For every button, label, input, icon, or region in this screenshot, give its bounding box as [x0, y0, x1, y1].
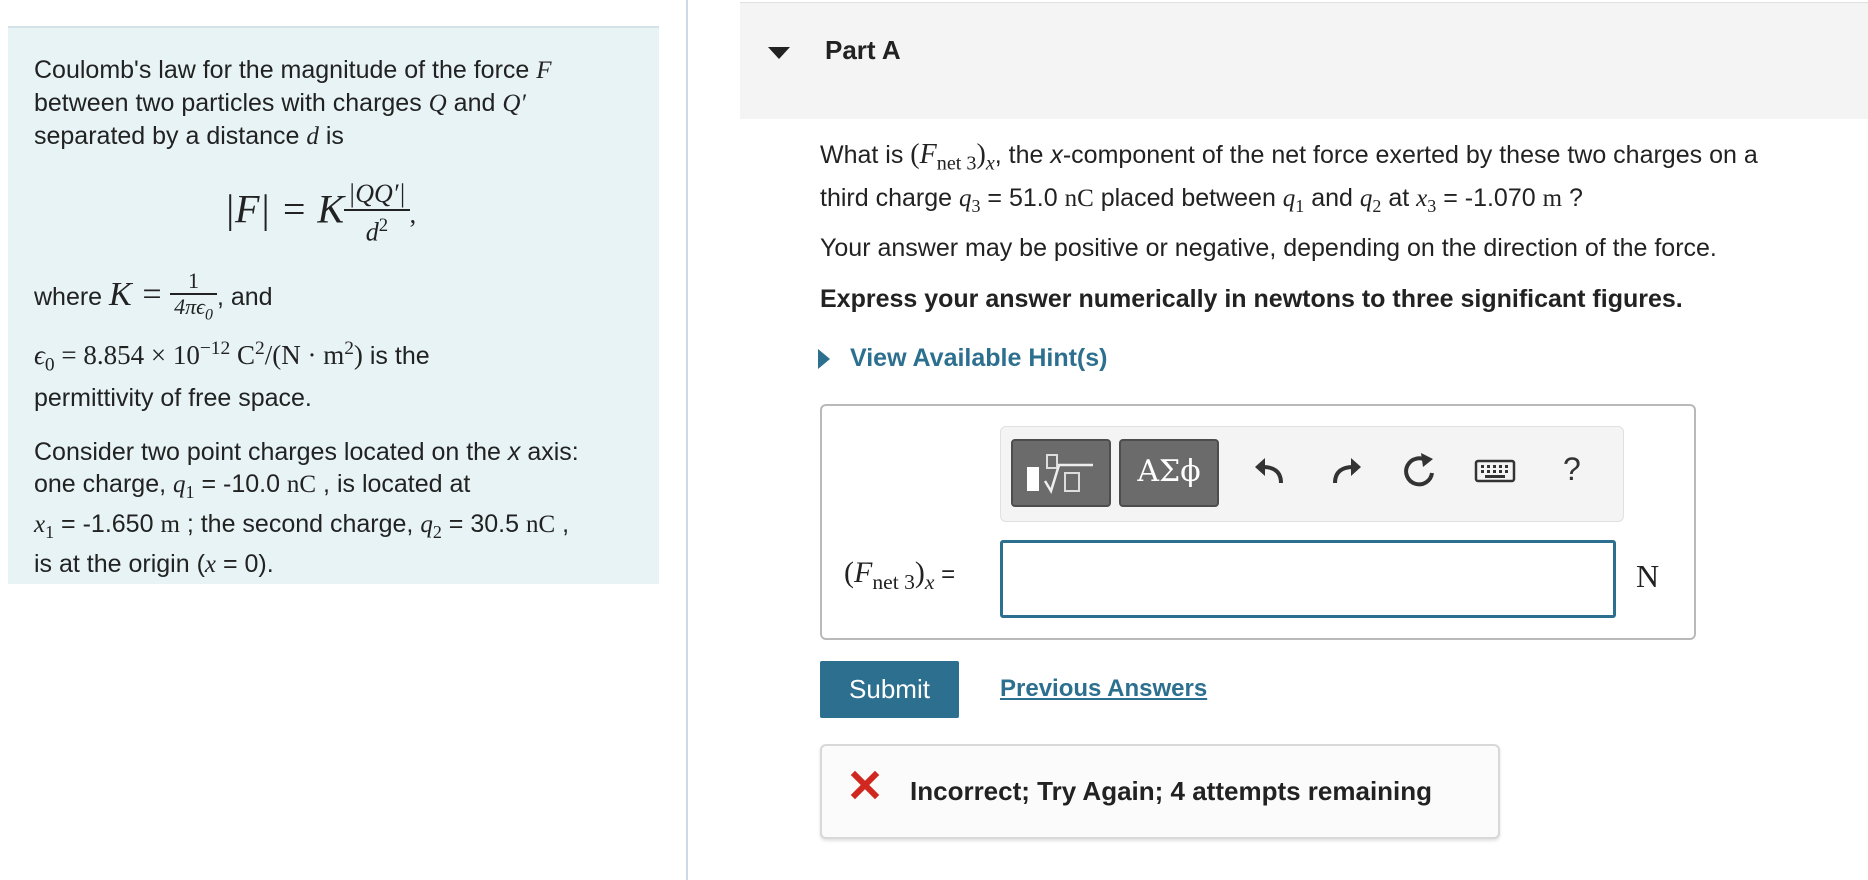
equation-lhs: |F| = K — [224, 186, 345, 232]
incorrect-x-icon — [850, 770, 880, 800]
text: , is located at — [316, 469, 471, 498]
text: between two particles with charges — [34, 89, 429, 117]
fraction-numerator: |QQ′| — [344, 179, 410, 211]
text: one charge, — [34, 469, 173, 498]
subscript: 3 — [1427, 195, 1437, 216]
math-value: = 8.854 × 10 — [54, 340, 200, 371]
templates-icon — [1013, 441, 1109, 505]
value: = 30.5 — [441, 509, 526, 538]
math-symbol: F — [919, 139, 937, 170]
k-fraction — [170, 269, 217, 327]
text: and — [446, 89, 503, 117]
unit: m — [160, 510, 180, 538]
math-symbol: F — [854, 556, 873, 589]
view-hints-link[interactable] — [818, 344, 1107, 373]
text: = 0). — [216, 549, 274, 578]
exponent: 2 — [255, 338, 265, 360]
question-text: What is $(F_{net 3})_x$, the x-component of the net force exerted by these two charges on a third charge $q_3 = 51.0$ nC placed between $q_1$ and $q_2$ at $x_3 = -1.070$ m ? — [820, 139, 1758, 216]
collapse-triangle-icon[interactable] — [768, 47, 790, 59]
value: = -10.0 — [194, 469, 287, 498]
exponent: −12 — [199, 338, 231, 360]
view-hints-label: View Available Hint(s) — [850, 344, 1108, 372]
column-divider — [686, 0, 688, 880]
math-symbol: Q′ — [502, 90, 526, 117]
math-symbol: d — [306, 123, 319, 150]
text: is the — [362, 342, 430, 371]
sign-note: Your answer may be positive or negative, depending on the direction of the force. — [820, 234, 1717, 262]
text: third charge — [820, 183, 959, 212]
text: at — [1381, 183, 1417, 212]
math-toolbar — [1000, 426, 1624, 522]
math-symbol: q — [173, 470, 186, 498]
text: separated by a distance — [34, 122, 307, 150]
subscript: x — [985, 152, 995, 175]
text: permittivity of free space. — [34, 383, 312, 412]
text: Coulomb's law for the magnitude of the force — [34, 56, 537, 84]
exponent: 2 — [344, 338, 354, 360]
unit: C — [230, 340, 255, 371]
math-epsilon: ϵ — [34, 340, 45, 371]
fraction-numerator: 1 — [170, 269, 217, 295]
subscript: 0 — [205, 306, 213, 324]
unit: nC — [286, 470, 317, 498]
answer-label: $(F_{net 3})_x$ = — [844, 556, 956, 594]
answer-input[interactable] — [1000, 540, 1616, 618]
value: = -1.650 — [54, 509, 161, 538]
math-symbol: x — [34, 510, 46, 538]
math-symbol: x — [1050, 141, 1063, 169]
keyboard-icon[interactable] — [1473, 449, 1517, 493]
math-symbol: x — [204, 550, 217, 578]
answer-instruction: Express your answer numerically in newtons to three significant figures. — [820, 285, 1683, 313]
coulomb-intro — [34, 54, 633, 153]
symbols-button[interactable]: ΑΣϕ — [1119, 439, 1219, 507]
part-title: Part A — [825, 35, 901, 65]
submit-button[interactable]: Submit — [820, 661, 959, 718]
unit: m — [1542, 184, 1563, 212]
math-symbol: Q — [428, 90, 447, 117]
epsilon-definition — [34, 333, 633, 413]
math-symbol: q — [420, 510, 433, 538]
math-symbol: q — [1282, 184, 1296, 212]
subscript: x — [924, 570, 935, 594]
text: ? — [1562, 183, 1583, 212]
equation-fraction — [344, 179, 410, 248]
subscript: 2 — [1372, 195, 1382, 216]
text: ; the second charge, — [179, 509, 421, 538]
value: = 51.0 — [980, 183, 1065, 212]
value: = -1.070 — [1436, 183, 1543, 212]
comma: , — [409, 199, 417, 229]
unit: nC — [1064, 184, 1094, 212]
previous-answers-link[interactable]: Previous Answers — [1000, 675, 1208, 702]
equals-sign: = — [934, 561, 956, 588]
text: What is — [820, 141, 911, 169]
subscript: 1 — [1295, 195, 1305, 216]
help-button[interactable]: ? — [1563, 451, 1581, 487]
undo-icon[interactable] — [1251, 449, 1291, 493]
part-a-header[interactable] — [740, 2, 1868, 119]
unit: ) — [353, 340, 363, 371]
unit: nC — [525, 510, 556, 538]
redo-icon[interactable] — [1325, 449, 1365, 493]
math-symbol: F — [536, 57, 552, 84]
templates-button[interactable] — [1011, 439, 1111, 507]
subscript: 3 — [971, 195, 981, 216]
answer-unit: N — [1636, 558, 1660, 594]
text: placed between — [1093, 183, 1283, 212]
fraction-denominator: 4πϵ — [174, 294, 206, 319]
text: is — [318, 122, 344, 150]
text: , the — [994, 141, 1051, 169]
math-symbol: x — [1416, 184, 1428, 212]
text: where — [34, 282, 110, 311]
math-k: K = — [109, 275, 164, 313]
text: is at the origin ( — [34, 549, 205, 578]
coulomb-equation — [224, 179, 633, 251]
subscript: 1 — [45, 521, 55, 542]
k-definition — [34, 269, 633, 327]
subscript: net 3 — [872, 570, 915, 594]
text: axis: — [520, 437, 579, 466]
feedback-box — [820, 744, 1500, 839]
charges-description — [34, 436, 633, 581]
math-symbol: q — [1359, 184, 1373, 212]
expand-triangle-icon — [818, 349, 830, 369]
unit: /(N · m — [264, 340, 345, 371]
fraction-denominator: d — [365, 217, 379, 247]
math-symbol: x — [507, 437, 521, 466]
subscript: 0 — [44, 354, 55, 376]
reset-icon[interactable] — [1399, 449, 1439, 493]
subscript: 2 — [432, 521, 442, 542]
feedback-message: Incorrect; Try Again; 4 attempts remaining — [910, 776, 1433, 806]
answer-box — [820, 404, 1696, 640]
problem-info-panel — [8, 26, 659, 584]
text: Consider two point charges located on the — [34, 437, 508, 466]
text: and — [1304, 183, 1360, 212]
text: , and — [216, 282, 273, 311]
text: , — [555, 509, 570, 538]
exponent: 2 — [378, 215, 389, 236]
subscript: 1 — [185, 481, 195, 502]
math-symbol: q — [958, 184, 972, 212]
text: -component of the net force exerted by these two charges on a — [1062, 141, 1758, 169]
subscript: net 3 — [936, 152, 977, 175]
